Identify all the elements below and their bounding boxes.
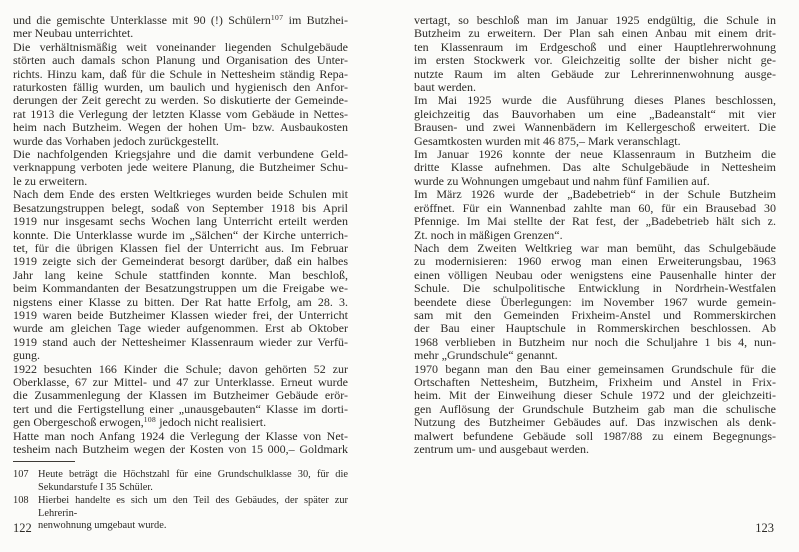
text-line: richts. Hinzu kam, daß für die Schule in Nettesheim ständig Repa- — [13, 67, 348, 81]
page-number-right: 123 — [755, 521, 774, 535]
text-line: mer Neubau unterrichtet. — [13, 27, 134, 41]
text-line: Gesamtkosten wurden mit 46 875,– Mark veranschlagt. — [414, 134, 681, 148]
text-line: Im Januar 1926 konnte der neue Klassenraum in Butzheim die — [414, 148, 776, 162]
text-line: mehr „Grundschule“ genannt. — [414, 349, 558, 363]
text-line: Die nachfolgenden Kriegsjahre und die damit verbundene Geld- — [13, 148, 348, 162]
text-line: 1968 verblieben in Butzheim nur noch die Schuljahre 1 bis 4, nun- — [414, 335, 776, 349]
text-line: tesheim nach Butzheim wegen der Kosten von 15 000,– Goldmark — [13, 443, 348, 456]
text-line: zentrum um- und ausgebaut werden. — [414, 443, 589, 456]
text-line: Hatte man noch Anfang 1924 die Verlegung der Klasse von Net- — [13, 429, 348, 443]
text-line: 1970 begann man den Bau einer gemeinsamen Grundschule für die — [414, 362, 776, 376]
text-line: der Bau einer Hauptschule in Rommerskirchen beschlossen. Ab — [414, 322, 776, 336]
text-line: Brausen- und zwei Wannenbädern im Kellergeschoß erweitert. Die — [414, 121, 776, 135]
text-line: rat 1913 die Verlegung der letzten Klasse vom Gebäude in Nettes- — [13, 107, 348, 121]
text-line: 1919 zeigte sich der Gemeinderat besorgt darüber, daß ein halbes — [13, 255, 348, 269]
text-line: le zu erweitern. — [13, 174, 88, 188]
text-line: konnte. Die Unterklasse wurde im „Sälchen“ der Kirche unterrich- — [13, 228, 348, 242]
text-line: heim. Mit der Einweihung dieser Schule 1972 und der gleichzeiti- — [414, 389, 776, 403]
text-line: gleichzeitig das Bauvorhaben um eine „Badeanstalt“ mit vier — [414, 107, 776, 121]
text-line: derungen der Zeit gerecht zu werden. So diskutierte der Gemeinde- — [13, 94, 348, 108]
text-line: zu modernisieren: 1960 erwog man einen Erweiterungsbau, 1963 — [414, 255, 776, 269]
footnote-number: 107 — [13, 469, 29, 481]
text-line: 1919 waren beide Butzheimer Klassen wieder frei, der Unterricht — [13, 308, 348, 322]
text-line: beendete diese Überlegungen: im November 1967 wurde gemein- — [414, 295, 776, 309]
text-line: raturkosten fällig wurden, um baulich und hygienisch den Anfor- — [13, 81, 348, 95]
text-line: Oberklasse, 67 zur Mittel- und 47 zur Unterklasse. Erneut wurde — [13, 375, 348, 389]
page-left — [13, 14, 348, 533]
footnote — [13, 495, 348, 532]
footnote — [13, 469, 348, 494]
text-line: Ortschaften Nettesheim, Butzheim, Frixheim und Anstel in Frix- — [414, 375, 776, 389]
footnote-line: Sekundarstufe I 35 Schüler. — [38, 481, 153, 493]
text-line: ten Klassenraum im Erdgeschoß und einer Hauptlehrerwohnung — [414, 40, 776, 54]
text-line: gen Obergeschoß erwogen,$^{108}$ jedoch nicht realisiert. — [13, 416, 267, 430]
text-line: und die gemischte Unterklasse mit 90 (!) Schülern$^{107}$ im Butzhei- — [13, 14, 348, 27]
text-line: malwert befundene Gebäude soll 1987/88 zu einem Begegnungs- — [414, 429, 776, 443]
text-line: 1922 besuchten 166 Kinder die Schule; davon gehörten 52 zur — [13, 362, 348, 376]
text-line: vertagt, so beschloß man im Januar 1925 endgültig, die Schule in — [414, 14, 776, 27]
text-line: Nutzung des Butzheimer Gebäudes auf. Das inzwischen als denk- — [414, 416, 776, 430]
text-line: eröffnet. Für ein Wannenbad zahlte man 60, für ein Brausebad 30 — [414, 201, 776, 215]
text-line: sam mit den Gemeinden Frixheim-Anstel und Rommerskirchen — [414, 308, 776, 322]
text-line: verknappung verboten jede weitere Planung, die Butzheimer Schu- — [13, 161, 348, 175]
text-line: Jahr lang keine Schule stattfinden konnte. Man beschloß, — [13, 268, 348, 282]
text-line: nutzte Raum im alten Gebäude zur Lehrerinnenwohnung ausge- — [414, 67, 776, 81]
text-line: 1919 nur insgesamt sechs Wochen lang Unterricht erteilt werden — [13, 215, 348, 229]
text-line: baut werden. — [414, 81, 476, 95]
text-line: nigstens einer Klasse zu bitten. Der Rat hatte Erfolg, am 28. 3. — [13, 295, 348, 309]
page-body — [414, 14, 776, 456]
text-line: gen Auflösung der Grundschule Butzheim gab man die schulische — [414, 402, 776, 416]
footnote-number: 108 — [13, 495, 29, 507]
text-line: Schule. Die schulpolitische Entwicklung in Nordrhein-Westfalen — [414, 282, 776, 296]
page-number-left: 122 — [13, 521, 32, 535]
text-line: tet, für die übrigen Klassen fiel der Unterricht aus. Im Februar — [13, 241, 348, 255]
page-body — [13, 14, 348, 532]
footnote-line: Hierbei handelte es sich um den Teil des Gebäudes, der später zur Lehrerin- — [38, 495, 348, 519]
text-line: gung. — [13, 349, 40, 363]
text-line: Butzheim zu erweitern. Der Plan sah einen Anbau mit einem drit- — [414, 27, 776, 41]
text-line: dritte Klasse aufnehmen. Das alte Schulgebäude in Nettesheim — [414, 161, 776, 175]
text-line: Nach dem Zweiten Weltkrieg war man bemüht, das Schulgebäude — [414, 241, 776, 255]
footnote-rule — [13, 461, 75, 462]
text-line: Zt. noch in mäßigen Grenzen“. — [414, 228, 563, 242]
text-line: 1919 stand auch der Nettesheimer Klassenraum wieder zur Verfü- — [13, 335, 348, 349]
text-line: einen völligen Neubau oder wenigstens eine Pausenhalle hinter der — [414, 268, 776, 282]
text-line: tert und die Fertigstellung einer „unausgebauten“ Klasse im dorti- — [13, 402, 348, 416]
text-line: Im Mai 1925 wurde die Ausführung dieses Planes beschlossen, — [414, 94, 776, 108]
text-line: Im März 1926 wurde der „Badebetrieb“ in der Schule Butzheim — [414, 188, 776, 202]
text-line: wurde das Vorhaben jedoch zurückgestellt. — [13, 134, 219, 148]
text-line: wurde zu Wohnungen umgebaut und nahm fünf Familien auf. — [414, 174, 710, 188]
page-right — [414, 14, 776, 456]
footnote-line: Heute beträgt die Höchstzahl für eine Grundschulklasse 30, für die — [38, 469, 348, 481]
text-line: wurde am gleichen Tage wieder aufgenommen. Erst ab Oktober — [13, 322, 348, 336]
text-line: Besatzungstruppen belegt, sodaß von September 1918 bis April — [13, 201, 348, 215]
text-line: störten auch damals schon Planung und Organisation des Unter- — [13, 54, 348, 68]
text-line: im ersten Stockwerk vor. Gleichzeitig sollte der bisher nicht ge- — [414, 54, 776, 68]
text-line: heim nach Butzheim. Wegen der hohen Um- bzw. Ausbaukosten — [13, 121, 348, 135]
text-line: die Zusammenlegung der Klassen im Butzheimer Gebäude erör- — [13, 389, 348, 403]
text-line: Pfennige. Im Mai stellte der Rat fest, der „Badebetrieb hält sich z. — [414, 215, 776, 229]
text-line: Nach dem Ende des ersten Weltkrieges wurden beide Schulen mit — [13, 188, 348, 202]
footnote-line: nenwohnung umgebaut wurde. — [38, 520, 167, 532]
text-line: Die verhältnismäßig weit voneinander liegenden Schulgebäude — [13, 40, 348, 54]
text-line: beim Kommandanten der Besatzungstruppen um die Freigabe we- — [13, 282, 348, 296]
